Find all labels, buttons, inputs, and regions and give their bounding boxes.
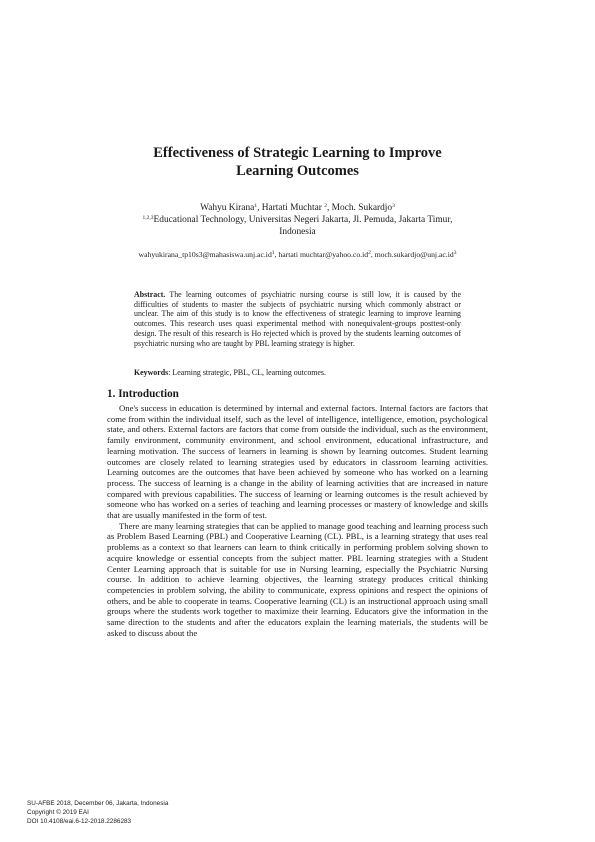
keywords-label: Keywords xyxy=(134,368,169,377)
affiliation-line-1: Educational Technology, Universitas Negeri Jakarta, Jl. Pemuda, Jakarta Timur, xyxy=(153,215,453,225)
abstract xyxy=(134,290,461,348)
section-heading-introduction: 1. Introduction xyxy=(107,388,179,400)
email-3-sup: 3 xyxy=(453,250,457,256)
email-2[interactable]: , hartati muchtar@yahoo.co.id xyxy=(274,250,369,259)
affiliation-sup: 1,2,3 xyxy=(142,215,154,221)
paper-title xyxy=(100,144,495,180)
abstract-label: Abstract. xyxy=(134,290,166,299)
author-1-sup: 1 xyxy=(254,203,258,209)
email-1[interactable]: wahyukirana_tp10s3@mahasiswa.unj.ac.id xyxy=(138,250,272,259)
affiliation-line-2: Indonesia xyxy=(279,227,316,237)
footer-doi: DOI 10.4108/eai.6-12-2018.2286283 xyxy=(27,818,132,825)
title-line-1: Effectiveness of Strategic Learning to Improve xyxy=(153,145,442,161)
author-1: Wahyu Kirana xyxy=(200,203,255,213)
affiliation xyxy=(80,214,515,238)
page-footer xyxy=(27,799,168,826)
keywords xyxy=(134,368,461,378)
email-3[interactable]: , moch.sukardjo@unj.ac.id xyxy=(370,250,454,259)
title-line-2: Learning Outcomes xyxy=(236,163,359,179)
author-emails xyxy=(60,250,535,260)
footer-conference: SU-AFBE 2018, December 06, Jakarta, Indonesia xyxy=(27,800,169,807)
email-1-sup: 1 xyxy=(271,250,275,256)
keywords-text: : Learning strategic, PBL, CL, learning outcomes. xyxy=(168,368,326,377)
introduction-body xyxy=(107,403,488,638)
author-3: , Moch. Sukardjo xyxy=(326,203,393,213)
author-2: , Hartati Muchtar xyxy=(257,203,325,213)
footer-copyright: Copyright © 2019 EAI xyxy=(27,809,89,816)
author-3-sup: 3 xyxy=(392,203,395,209)
paragraph-1: One's success in education is determined by internal and external factors. Internal factors are factors that come from within the individual itself, such as the level of intelligence, intelligence, emotion, psychological state, and others. External factors are factors that come from outside the individual, such as the environment, family environment, community environment, and school environment, educational infrastructure, and learning motivation. The success of learners in learning is shown by learning outcomes. Student learning outcomes are closely related to learning strategies used by educators in classroom learning activities. Learning outcomes are the outcomes that have been achieved by someone who has worked on a learning process. The success of learning is a change in the ability of learning activities that are increased in nature compared with previous capabilities. The success of learning or learning outcomes is the result achieved by someone who has worked on a series of teaching and learning processes or mastery of knowledge and skills that are usually manifested in the form of test. xyxy=(107,403,488,521)
author-2-sup: 2 xyxy=(324,203,327,209)
paragraph-2: There are many learning strategies that can be applied to manage good teaching and learning process such as Problem Based Learning (PBL) and Cooperative Learning (CL). PBL, is a learning strategy that uses real problems as a context so that learners can learn to think critically in performing problem solving shown to acquire knowledge or essential concepts from the subject matter. PBL learning strategies with a Student Center Learning approach that is suitable for use in Nursing learning, especially the Psychiatric Nursing course. In addition to achieve learning objectives, the learning strategy produces critical thinking competencies in problem solving, the ability to communicate, express opinions and respect the opinions of others, and be able to cooperate in teams. Cooperative learning (CL) is an instructional approach using small groups where the students work together to maximize their learning. Educators give the information in the same direction to the students and after the educators explain the learning materials, the students will be asked to discuss about the xyxy=(107,520,488,638)
abstract-text: The learning outcomes of psychiatric nursing course is still low, it is caused by the difficulties of students to master the subjects of psychiatric nursing which commonly abstract or unclear. The aim of this study is to know the effectiveness of strategic learning to improve learning outcomes. This research uses quasi experimental method with nonequivalent-groups posttest-only design. The result of this research is Ho rejected which is proved by the students learning outcomes of psychiatric nursing who are taught by PBL learning strategy is higher. xyxy=(134,290,461,348)
email-2-sup: 2 xyxy=(368,250,371,256)
author-list xyxy=(80,202,515,214)
